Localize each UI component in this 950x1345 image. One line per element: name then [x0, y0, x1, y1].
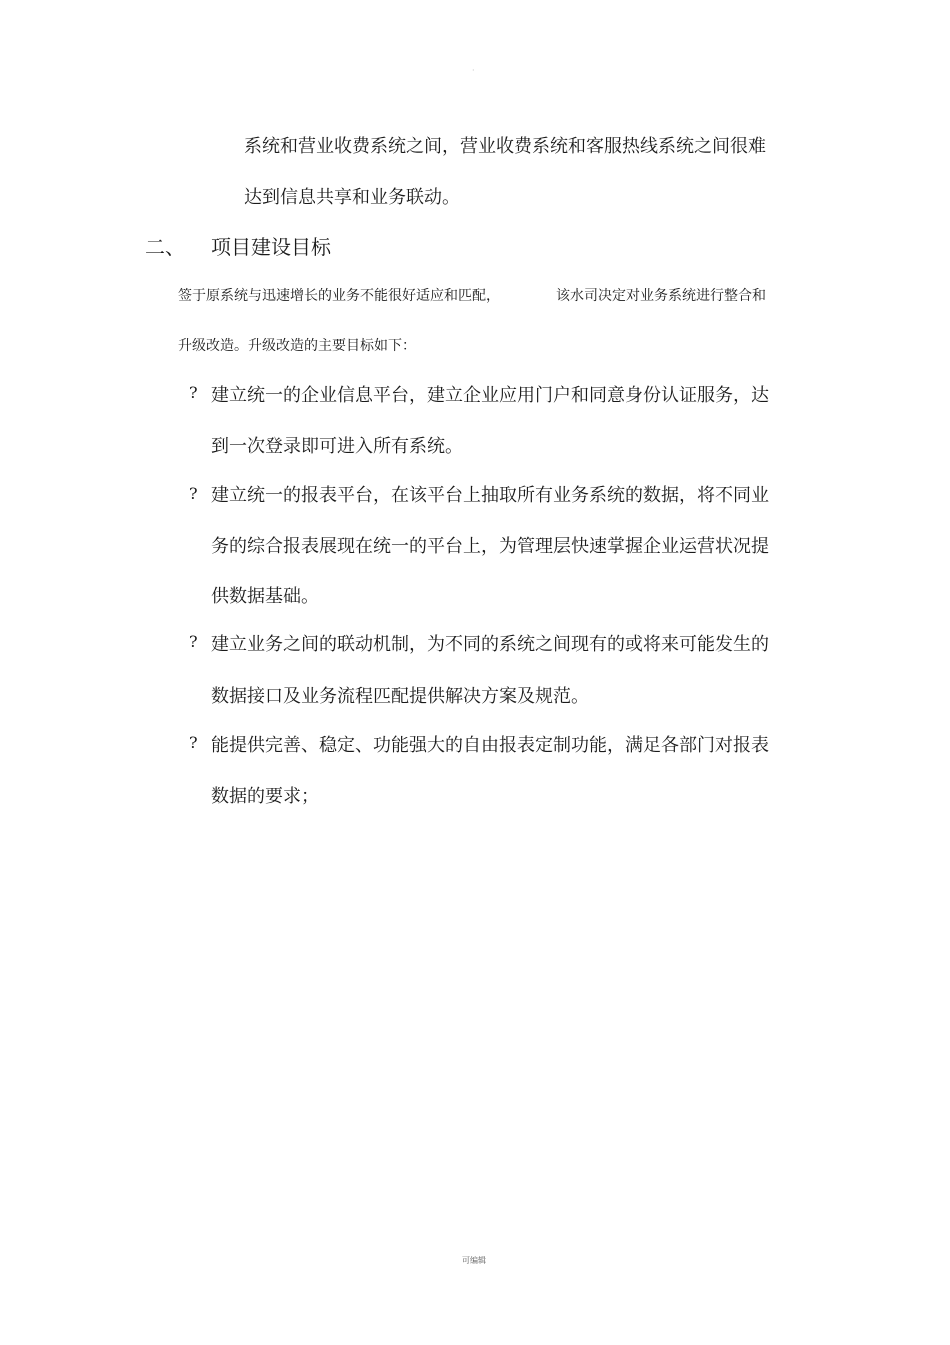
paragraph-line: 达到信息共享和业务联动。	[244, 187, 460, 208]
bullet-marker: ?	[189, 484, 198, 503]
bullet-line: 数据接口及业务流程匹配提供解决方案及规范。	[211, 686, 589, 707]
section-title: 项目建设目标	[211, 235, 331, 259]
bullet-line: 建立统一的报表平台，在该平台上抽取所有业务系统的数据，将不同业	[211, 485, 769, 506]
intro-line: 签于原系统与迅速增长的业务不能很好适应和匹配，	[178, 288, 500, 304]
bullet-line: 建立业务之间的联动机制，为不同的系统之间现有的或将来可能发生的	[211, 634, 769, 655]
page-footer: 可编辑	[462, 1256, 486, 1265]
section-number: 二、	[145, 235, 185, 259]
intro-line: 该水司决定对业务系统进行整合和	[556, 288, 766, 304]
bullet-line: 数据的要求；	[211, 786, 319, 807]
bullet-marker: ?	[189, 383, 198, 402]
bullet-line: 到一次登录即可进入所有系统。	[211, 436, 463, 457]
header-mark: ·	[472, 66, 475, 75]
bullet-line: 务的综合报表展现在统一的平台上，为管理层快速掌握企业运营状况提	[211, 536, 769, 557]
intro-line: 升级改造。升级改造的主要目标如下：	[178, 338, 416, 354]
bullet-line: 建立统一的企业信息平台，建立企业应用门户和同意身份认证服务，达	[211, 385, 769, 406]
bullet-marker: ?	[189, 733, 198, 752]
paragraph-line: 系统和营业收费系统之间，营业收费系统和客服热线系统之间很难	[244, 136, 766, 157]
bullet-line: 能提供完善、稳定、功能强大的自由报表定制功能，满足各部门对报表	[211, 735, 769, 756]
bullet-marker: ?	[189, 632, 198, 651]
bullet-line: 供数据基础。	[211, 586, 319, 607]
